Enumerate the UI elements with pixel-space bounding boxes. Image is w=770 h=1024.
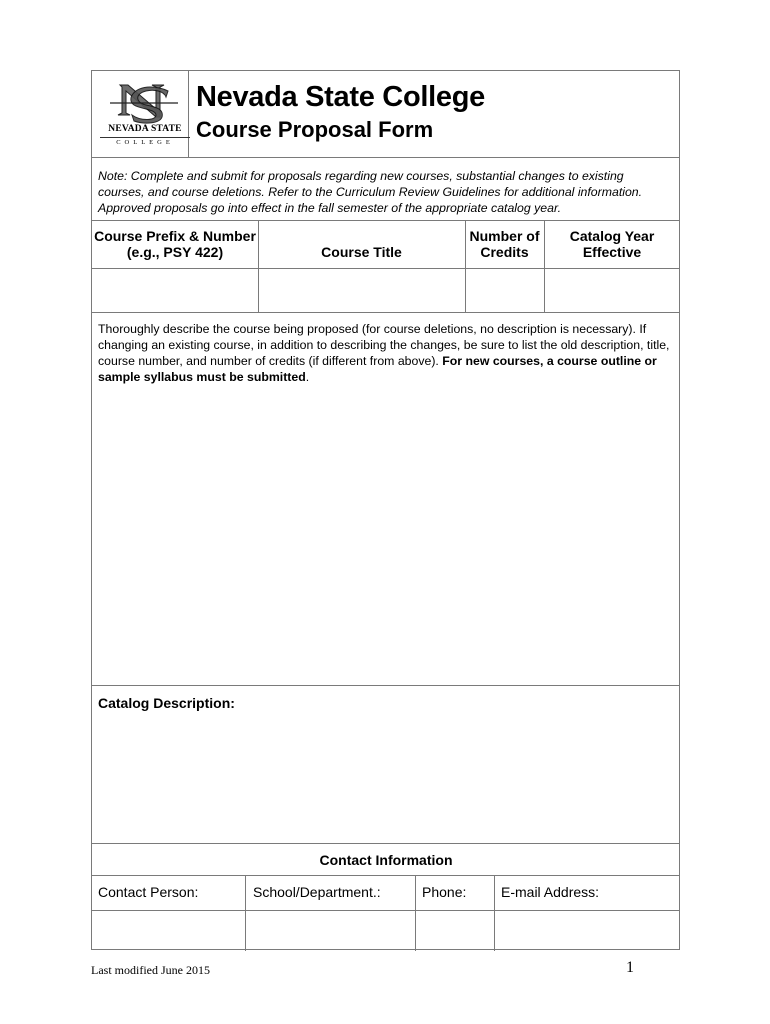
phone-label: Phone: [422, 884, 467, 900]
contact-heading: Contact Information [319, 852, 453, 868]
course-prefix-field[interactable] [92, 269, 258, 312]
divider [92, 157, 679, 158]
logo-rule [100, 137, 190, 138]
divider [92, 220, 679, 221]
instructions-note: Note: Complete and submit for proposals regarding new courses, substantial changes to existing courses, and course deletions. Refer to the Curriculum Review Guidelines for additional information. Approved proposals go into effect in the fall semester of the appropriate catalog year. [98, 169, 643, 215]
form-title: Course Proposal Form [196, 117, 434, 142]
contact-person-field[interactable] [92, 911, 245, 949]
logo-wordmark: NEVADA STATE [108, 124, 182, 134]
credits-field[interactable] [466, 269, 544, 312]
form-frame [91, 70, 680, 950]
catalog-description-label: Catalog Description: [98, 695, 235, 711]
college-logo [106, 79, 182, 151]
header-course-prefix: Course Prefix & Number (e.g., PSY 422) [94, 228, 256, 260]
header-catalog-year: Catalog Year Effective [569, 228, 655, 260]
divider [92, 685, 679, 686]
email-field[interactable] [495, 911, 680, 949]
header-credits: Number of Credits [469, 228, 540, 260]
catalog-year-field[interactable] [545, 269, 680, 312]
header-course-title: Course Title [321, 244, 402, 260]
phone-field[interactable] [416, 911, 494, 949]
divider [92, 312, 679, 313]
catalog-description-field[interactable] [92, 716, 680, 842]
contact-person-label: Contact Person: [98, 884, 199, 900]
page-title: Nevada State College [196, 81, 485, 113]
school-department-label: School/Department.: [253, 884, 381, 900]
logo-subtext: COLLEGE [116, 139, 174, 146]
divider [92, 875, 679, 876]
page-number: 1 [626, 959, 634, 976]
divider [92, 843, 679, 844]
last-modified: Last modified June 2015 [91, 963, 210, 977]
school-department-field[interactable] [246, 911, 415, 949]
description-text: Thoroughly describe the course being proposed (for course deletions, no description is necessary). If changing an existing course, in addition to describing the changes, be sure to list the old description, title, course number, and number of credits (if different from above). [98, 322, 670, 368]
course-description-instructions[interactable] [98, 321, 673, 385]
description-end: . [305, 370, 310, 384]
description-bold-text: For new courses, a course outline or sample syllabus must be submitted [98, 354, 657, 384]
course-title-field[interactable] [259, 269, 465, 312]
email-label: E-mail Address: [501, 884, 600, 900]
